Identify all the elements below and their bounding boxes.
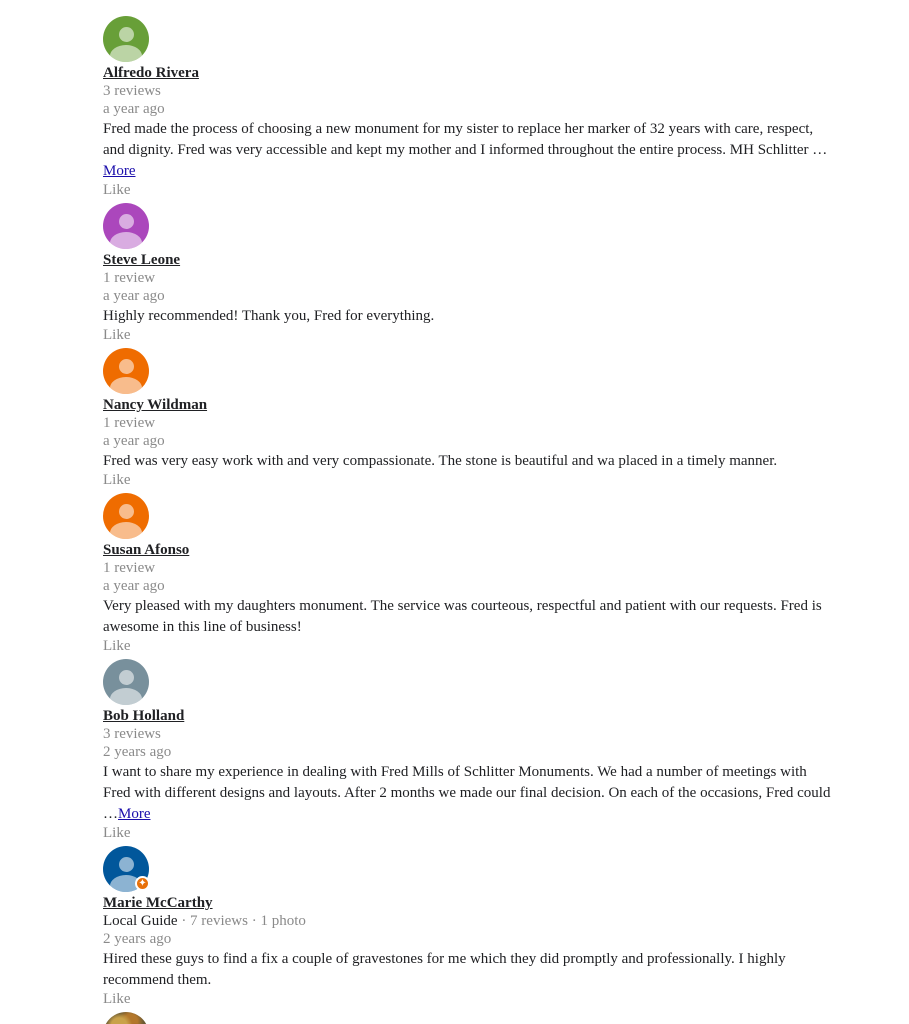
avatar[interactable] <box>103 846 149 892</box>
review-count: 1 review <box>103 415 156 431</box>
review-date: a year ago <box>103 433 165 449</box>
reviewer-name[interactable]: Marie McCarthy <box>103 895 213 911</box>
review-stats: · 7 reviews · 1 photo <box>177 913 306 929</box>
reviewer-name[interactable]: Susan Afonso <box>103 542 190 558</box>
reviewer-name[interactable]: Nancy Wildman <box>103 397 208 413</box>
like-button[interactable]: Like <box>103 472 131 488</box>
more-link[interactable]: More <box>103 163 136 179</box>
avatar[interactable] <box>103 493 149 539</box>
local-guide-label: Local Guide <box>103 913 178 929</box>
more-link[interactable]: More <box>118 806 151 822</box>
review-item <box>103 846 833 1007</box>
review-text: Hired these guys to find a fix a couple of gravestones for me which they did promptly and professionally. I highly recommend them. <box>103 951 786 988</box>
review-text <box>103 762 833 825</box>
review-item <box>103 659 833 841</box>
review-text <box>103 119 833 182</box>
review-item <box>103 348 833 488</box>
review-date: 2 years ago <box>103 931 172 947</box>
like-button[interactable]: Like <box>103 825 131 841</box>
review-count: 1 review <box>103 270 156 286</box>
review-item <box>103 1012 833 1024</box>
review-date: 2 years ago <box>103 744 172 760</box>
review-item <box>103 16 833 198</box>
reviewer-name[interactable]: Bob Holland <box>103 708 185 724</box>
like-button[interactable]: Like <box>103 327 131 343</box>
review-count: 1 review <box>103 560 156 576</box>
local-guide-badge-icon: ✦ <box>135 876 150 891</box>
review-date: a year ago <box>103 288 165 304</box>
review-count <box>103 912 833 930</box>
review-text: Highly recommended! Thank you, Fred for everything. <box>103 308 435 324</box>
review-text: Very pleased with my daughters monument. The service was courteous, respectful and patient with our requests. Fred is awesome in this line of business! <box>103 598 822 635</box>
reviewer-name[interactable]: Steve Leone <box>103 252 181 268</box>
avatar[interactable] <box>103 348 149 394</box>
review-text: Fred was very easy work with and very compassionate. The stone is beautiful and wa placed in a timely manner. <box>103 453 778 469</box>
review-text-body: Fred made the process of choosing a new monument for my sister to replace her marker of 32 years with care, respect, and dignity. Fred was very accessible and kept my mother and I informed throughout the entire process. MH Schlitter … <box>103 121 828 158</box>
avatar[interactable] <box>103 1012 149 1024</box>
like-button[interactable]: Like <box>103 638 131 654</box>
review-item <box>103 493 833 654</box>
review-date: a year ago <box>103 101 165 117</box>
review-text-body: I want to share my experience in dealing with Fred Mills of Schlitter Monuments. We had a number of meetings with Fred with different designs and layouts. After 2 months we made our final decision. On each of the occasions, Fred could … <box>103 764 831 822</box>
like-button[interactable]: Like <box>103 182 131 198</box>
avatar[interactable] <box>103 203 149 249</box>
like-button[interactable]: Like <box>103 991 131 1007</box>
review-item <box>103 203 833 343</box>
review-date: a year ago <box>103 578 165 594</box>
review-count: 3 reviews <box>103 83 161 99</box>
reviews-list <box>103 16 833 1024</box>
review-count: 3 reviews <box>103 726 161 742</box>
avatar[interactable] <box>103 16 149 62</box>
avatar[interactable] <box>103 659 149 705</box>
reviewer-name[interactable]: Alfredo Rivera <box>103 65 199 81</box>
